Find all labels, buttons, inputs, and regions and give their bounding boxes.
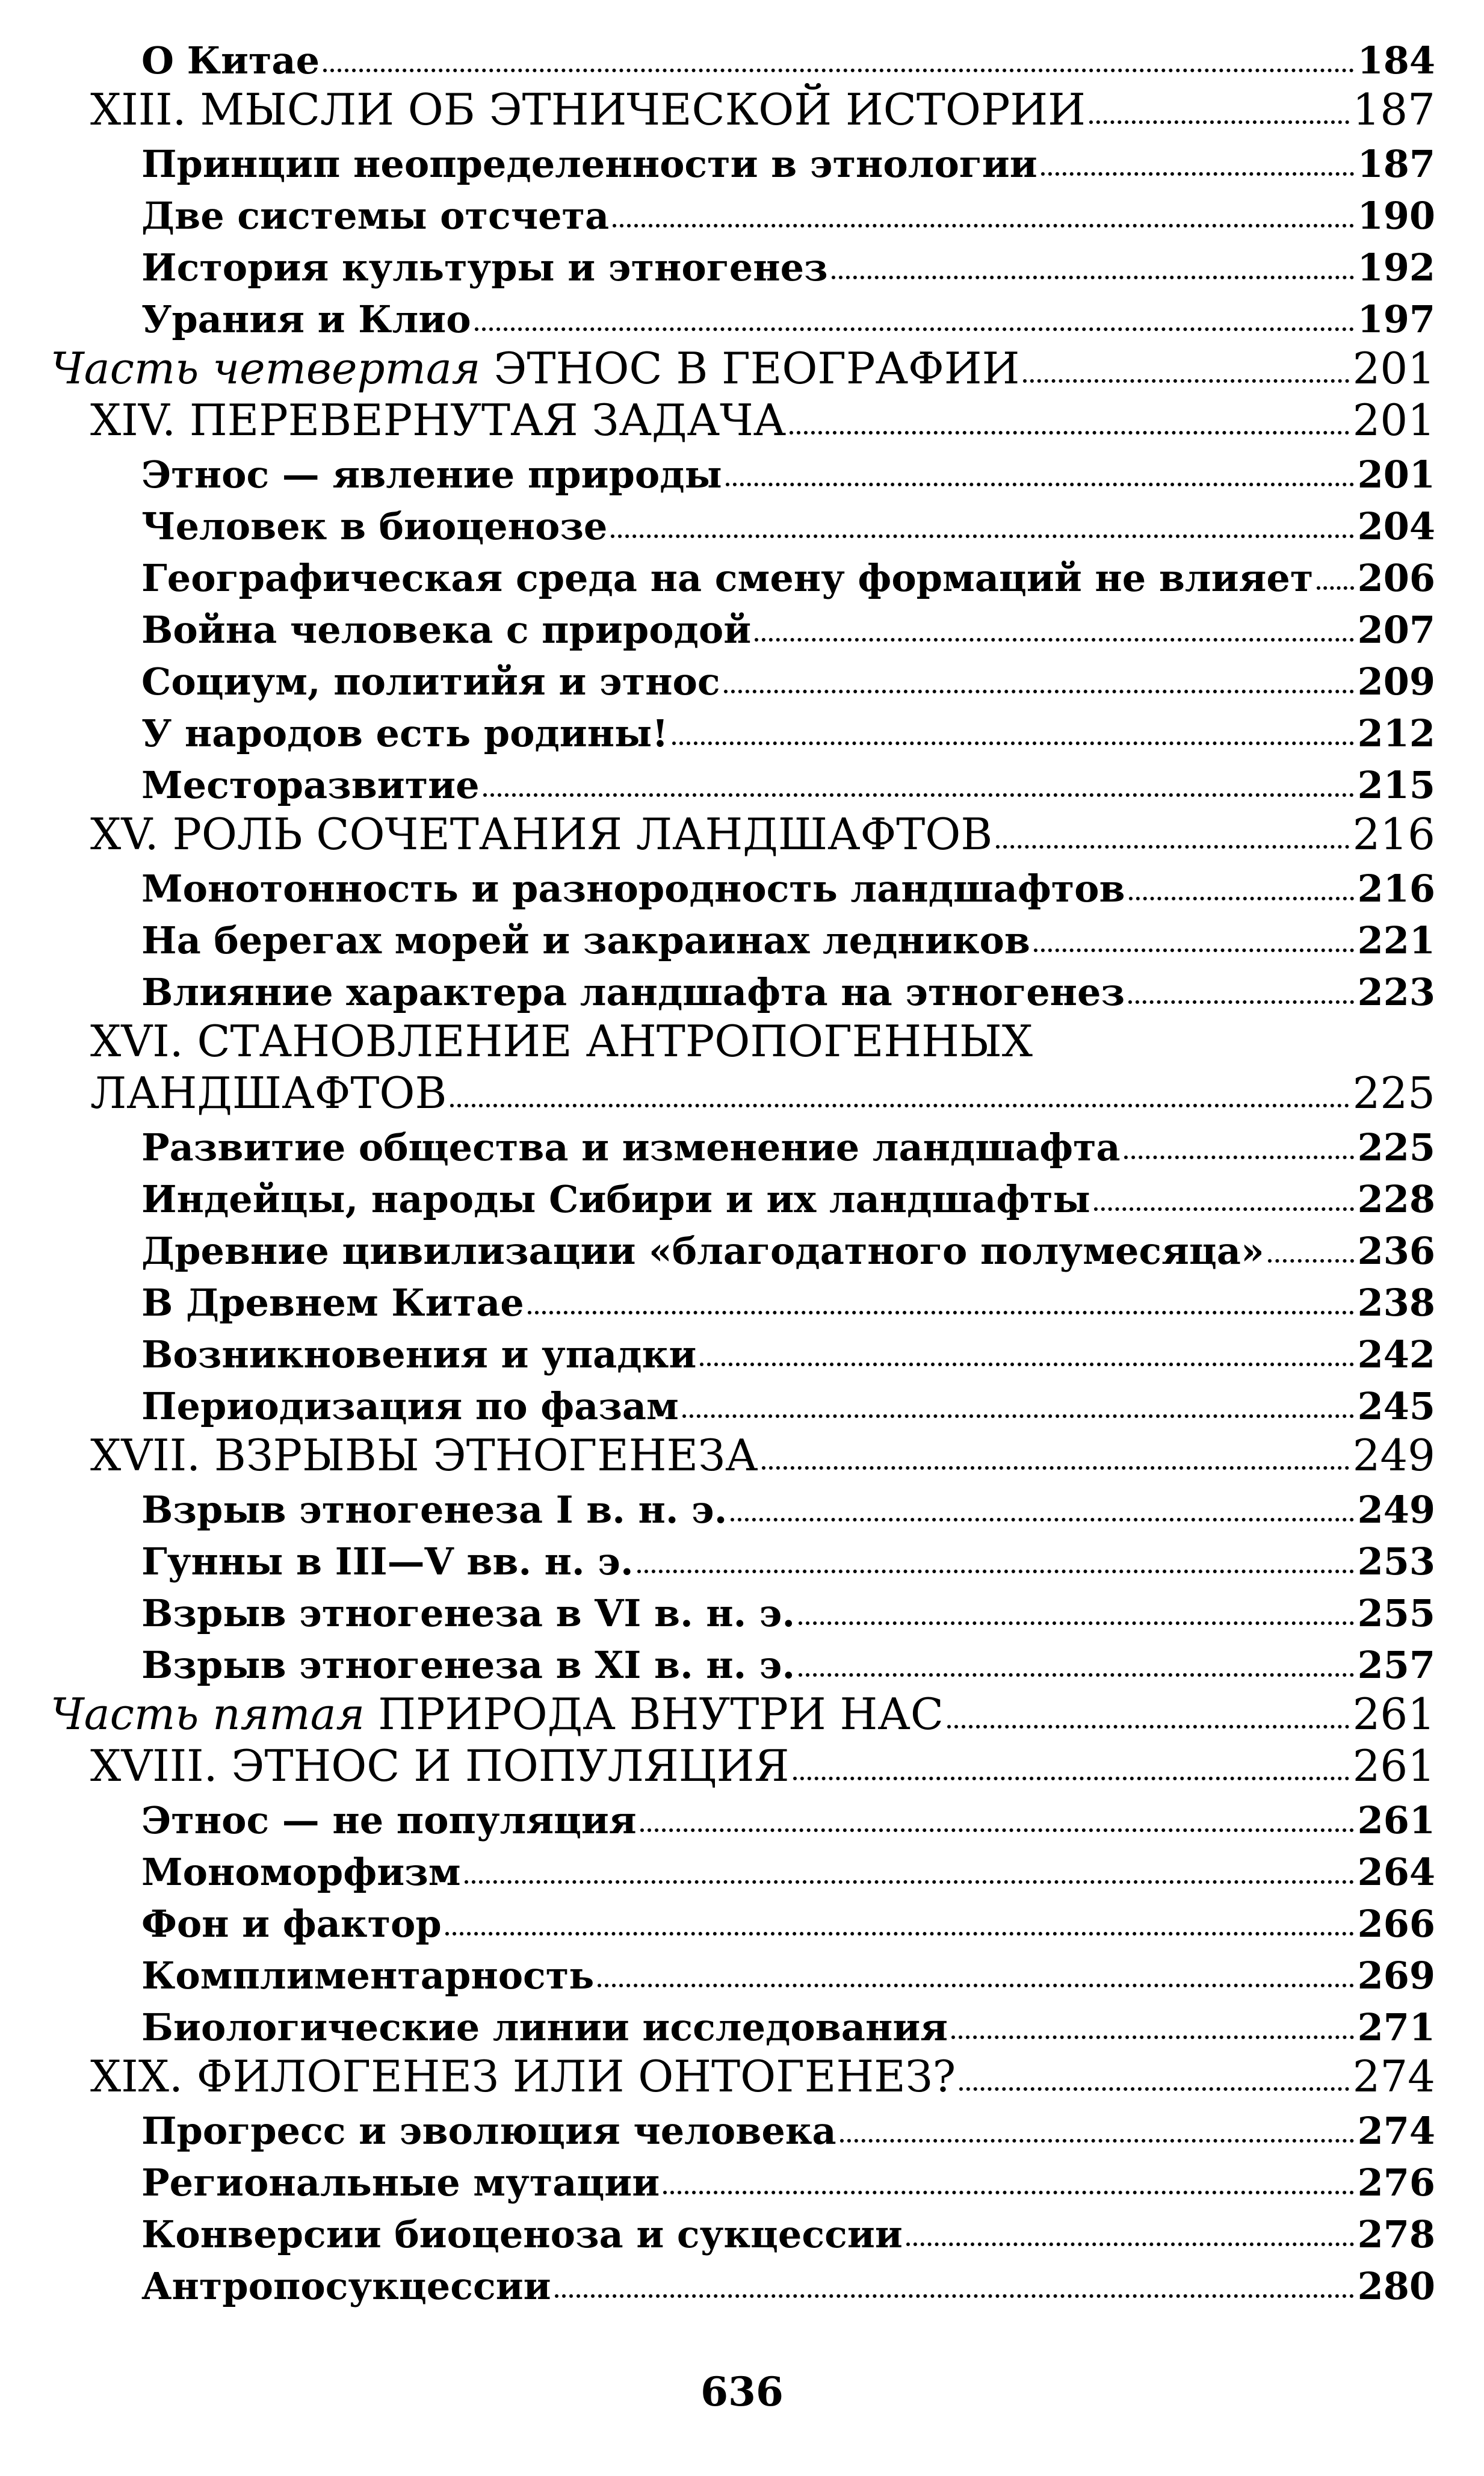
dot-leader bbox=[323, 69, 1354, 72]
toc-entry-text: ЭТНОС В ГЕОГРАФИИ bbox=[493, 343, 1020, 394]
toc-section-entry bbox=[141, 911, 1435, 963]
dot-leader bbox=[793, 1777, 1349, 1780]
toc-entry-text: Влияние характера ландшафта на этногенез bbox=[141, 970, 1125, 1014]
dot-leader bbox=[640, 1828, 1354, 1832]
toc-entry-text: Прогресс и эволюция человека bbox=[141, 2109, 836, 2153]
toc-entry-title bbox=[90, 395, 787, 445]
toc-entry-title bbox=[141, 1488, 728, 1532]
toc-section-entry bbox=[141, 1170, 1435, 1222]
toc-entry-text: На берегах морей и закраинах ледников bbox=[141, 918, 1030, 962]
dot-leader bbox=[663, 2191, 1353, 2194]
toc-section-entry bbox=[141, 601, 1435, 652]
toc-entry-title bbox=[141, 1540, 634, 1583]
dot-leader bbox=[790, 431, 1349, 435]
toc-section-entry bbox=[141, 1636, 1435, 1688]
toc-chapter-entry bbox=[90, 1066, 1435, 1118]
dot-leader bbox=[724, 690, 1354, 693]
dot-leader bbox=[996, 845, 1349, 849]
dot-leader bbox=[611, 534, 1353, 538]
toc-section-entry bbox=[141, 704, 1435, 756]
toc-section-entry bbox=[141, 1584, 1435, 1636]
toc-entry-title bbox=[141, 1954, 595, 1998]
toc-section-entry bbox=[141, 756, 1435, 808]
toc-entry-title bbox=[141, 918, 1030, 962]
toc-entry-title bbox=[90, 809, 993, 859]
toc-page-number: 236 bbox=[1357, 1229, 1435, 1273]
toc-chapter-entry bbox=[90, 394, 1435, 445]
toc-page-number: 249 bbox=[1357, 1488, 1435, 1532]
toc-entry-title bbox=[141, 1902, 442, 1946]
dot-leader bbox=[1094, 1207, 1354, 1211]
toc-page-number: 245 bbox=[1357, 1384, 1435, 1428]
toc-entry-text: Конверсии биоценоза и сукцессии bbox=[141, 2212, 903, 2256]
toc-entry-text: Гунны в III—V вв. н. э. bbox=[141, 1540, 634, 1583]
toc-page-number: 276 bbox=[1357, 2161, 1435, 2205]
toc-part-entry bbox=[51, 342, 1435, 394]
toc-section-entry bbox=[141, 1998, 1435, 2050]
toc-chapter-entry bbox=[90, 1429, 1435, 1481]
toc-section-entry bbox=[141, 135, 1435, 187]
toc-entry-title bbox=[141, 2264, 551, 2308]
toc-entry-text: О Китае bbox=[141, 39, 320, 82]
toc-entry-text: Этнос — не популяция bbox=[141, 1798, 637, 1842]
toc-section-entry bbox=[141, 31, 1435, 83]
toc-entry-text: У народов есть родины! bbox=[141, 711, 669, 755]
toc-entry-text: XIV. ПЕРЕВЕРНУТАЯ ЗАДАЧА bbox=[90, 395, 787, 445]
dot-leader bbox=[613, 224, 1353, 227]
toc-page-number: 266 bbox=[1357, 1902, 1435, 1946]
table-of-contents bbox=[0, 31, 1484, 2309]
dot-leader bbox=[450, 1104, 1349, 1107]
toc-entry-title bbox=[141, 1798, 637, 1842]
toc-section-entry bbox=[141, 1325, 1435, 1377]
toc-entry-text: XVI. СТАНОВЛЕНИЕ АНТРОПОГЕННЫХ bbox=[90, 1016, 1033, 1066]
toc-entry-text: Индейцы, народы Сибири и их ландшафты bbox=[141, 1177, 1090, 1221]
dot-leader bbox=[483, 793, 1354, 797]
dot-leader bbox=[951, 2035, 1353, 2039]
toc-page-number: 187 bbox=[1352, 84, 1435, 135]
toc-entry-title bbox=[141, 660, 720, 704]
dot-leader bbox=[906, 2242, 1354, 2246]
toc-section-entry bbox=[141, 963, 1435, 1015]
toc-entry-text: Две системы отсчета bbox=[141, 194, 610, 238]
toc-page-number: 216 bbox=[1352, 809, 1435, 859]
toc-section-entry bbox=[141, 2257, 1435, 2309]
toc-section-entry bbox=[141, 859, 1435, 911]
dot-leader bbox=[959, 2087, 1349, 2091]
toc-entry-text: Возникновения и упадки bbox=[141, 1332, 697, 1376]
toc-entry-title bbox=[141, 1384, 679, 1428]
toc-section-entry bbox=[141, 187, 1435, 238]
toc-chapter-entry bbox=[90, 1739, 1435, 1791]
page-number: 636 bbox=[700, 2368, 784, 2415]
toc-entry-title bbox=[141, 1229, 1264, 1273]
toc-entry-title bbox=[141, 194, 610, 238]
toc-section-entry bbox=[141, 2102, 1435, 2153]
toc-page-number: 204 bbox=[1357, 504, 1435, 548]
toc-entry-title bbox=[141, 763, 480, 807]
toc-entry-title bbox=[141, 1281, 524, 1325]
toc-section-entry bbox=[141, 497, 1435, 549]
toc-section-entry bbox=[141, 445, 1435, 497]
toc-entry-title bbox=[90, 1741, 790, 1791]
toc-entry-title bbox=[141, 1125, 1121, 1169]
toc-entry-title bbox=[90, 1430, 758, 1481]
toc-page-number: 274 bbox=[1352, 2051, 1435, 2102]
toc-entry-title bbox=[141, 1643, 796, 1687]
toc-page-number: 280 bbox=[1357, 2264, 1435, 2308]
toc-page-number: 225 bbox=[1357, 1125, 1435, 1169]
toc-page-number: 238 bbox=[1357, 1281, 1435, 1325]
dot-leader bbox=[528, 1311, 1354, 1314]
toc-entry-text: Комплиментарность bbox=[141, 1954, 595, 1998]
toc-section-entry bbox=[141, 1481, 1435, 1532]
toc-section-entry bbox=[141, 1274, 1435, 1325]
toc-page-number: 184 bbox=[1357, 39, 1435, 82]
toc-entry-text: Биологические линии исследования bbox=[141, 2005, 948, 2049]
toc-entry-text: Принцип неопределенности в этнологии bbox=[141, 142, 1037, 186]
dot-leader bbox=[555, 2294, 1354, 2298]
toc-entry-text: Периодизация по фазам bbox=[141, 1384, 679, 1428]
toc-entry-text: Географическая среда на смену формаций не влияет bbox=[141, 556, 1314, 600]
dot-leader bbox=[1023, 379, 1349, 383]
toc-page-number: 201 bbox=[1357, 453, 1435, 497]
toc-entry-text: Монотонность и разнородность ландшафтов bbox=[141, 867, 1125, 911]
dot-leader bbox=[799, 1621, 1353, 1625]
dot-leader bbox=[700, 1363, 1353, 1366]
toc-section-entry bbox=[141, 1222, 1435, 1274]
toc-page-number: 223 bbox=[1357, 970, 1435, 1014]
dot-leader bbox=[731, 1518, 1353, 1521]
toc-entry-title bbox=[141, 1591, 796, 1635]
dot-leader bbox=[682, 1414, 1354, 1418]
toc-entry-text: XIX. ФИЛОГЕНЕЗ ИЛИ ОНТОГЕНЕЗ? bbox=[90, 2051, 956, 2102]
toc-page-number: 212 bbox=[1357, 711, 1435, 755]
toc-entry-title bbox=[141, 1177, 1090, 1221]
toc-entry-text: Древние цивилизации «благодатного полумесяца» bbox=[141, 1229, 1264, 1273]
toc-page-number: 242 bbox=[1357, 1332, 1435, 1376]
toc-chapter-entry bbox=[90, 808, 1435, 859]
toc-entry-text: Этнос — явление природы bbox=[141, 453, 722, 497]
toc-part-label: Часть пятая bbox=[51, 1689, 365, 1739]
toc-entry-title bbox=[141, 39, 320, 82]
toc-section-entry bbox=[141, 1946, 1435, 1998]
dot-leader bbox=[1268, 1259, 1354, 1263]
toc-entry-text: ЛАНДШАФТОВ bbox=[90, 1068, 447, 1118]
toc-section-entry bbox=[141, 1791, 1435, 1843]
toc-entry-text: В Древнем Китае bbox=[141, 1281, 524, 1325]
toc-page-number: 206 bbox=[1357, 556, 1435, 600]
toc-entry-text: Мономорфизм bbox=[141, 1850, 461, 1894]
toc-page-number: 249 bbox=[1352, 1430, 1435, 1481]
dot-leader bbox=[762, 1466, 1349, 1470]
toc-entry-text: Взрыв этногенеза в XI в. н. э. bbox=[141, 1643, 796, 1687]
toc-entry-title bbox=[90, 1016, 1033, 1066]
toc-entry-text: Война человека с природой bbox=[141, 608, 752, 652]
toc-page-number: 255 bbox=[1357, 1591, 1435, 1635]
toc-entry-text: XIII. МЫСЛИ ОБ ЭТНИЧЕСКОЙ ИСТОРИИ bbox=[90, 84, 1086, 135]
dot-leader bbox=[637, 1570, 1354, 1573]
toc-part-label: Часть четвертая bbox=[51, 343, 481, 394]
toc-entry-text: Развитие общества и изменение ландшафта bbox=[141, 1125, 1121, 1169]
toc-page-number: 221 bbox=[1357, 918, 1435, 962]
toc-entry-title bbox=[90, 84, 1086, 135]
dot-leader bbox=[726, 483, 1354, 486]
toc-page-number: 261 bbox=[1352, 1689, 1435, 1739]
toc-entry-title bbox=[141, 711, 669, 755]
toc-chapter-entry bbox=[90, 1015, 1435, 1066]
toc-page-number: 197 bbox=[1357, 297, 1435, 341]
toc-chapter-entry bbox=[90, 2050, 1435, 2102]
toc-entry-title bbox=[141, 453, 722, 497]
toc-page-number: 201 bbox=[1352, 395, 1435, 445]
dot-leader bbox=[465, 1880, 1354, 1884]
toc-page-number: 192 bbox=[1357, 246, 1435, 289]
toc-page-number: 261 bbox=[1352, 1741, 1435, 1791]
dot-leader bbox=[1041, 172, 1354, 176]
toc-page-number: 190 bbox=[1357, 194, 1435, 238]
dot-leader bbox=[947, 1725, 1349, 1729]
toc-page-number: 209 bbox=[1357, 660, 1435, 704]
toc-entry-title bbox=[141, 1850, 461, 1894]
dot-leader bbox=[755, 638, 1353, 642]
dot-leader bbox=[672, 741, 1354, 745]
toc-entry-title bbox=[141, 1332, 697, 1376]
toc-entry-text: Социум, политийя и этнос bbox=[141, 660, 720, 704]
dot-leader bbox=[832, 276, 1354, 279]
toc-entry-title bbox=[51, 343, 1020, 394]
toc-entry-title bbox=[51, 1689, 944, 1739]
dot-leader bbox=[1089, 120, 1349, 124]
toc-entry-title bbox=[141, 867, 1125, 911]
toc-entry-title bbox=[141, 142, 1037, 186]
toc-page-number: 261 bbox=[1357, 1798, 1435, 1842]
toc-entry-text: Взрыв этногенеза в VI в. н. э. bbox=[141, 1591, 796, 1635]
toc-entry-text: Антропосукцессии bbox=[141, 2264, 551, 2308]
dot-leader bbox=[1124, 1156, 1354, 1159]
toc-page-number: 271 bbox=[1357, 2005, 1435, 2049]
dot-leader bbox=[1034, 949, 1354, 952]
toc-entry-text: XV. РОЛЬ СОЧЕТАНИЯ ЛАНДШАФТОВ bbox=[90, 809, 993, 859]
toc-section-entry bbox=[141, 238, 1435, 290]
toc-entry-title bbox=[141, 2005, 948, 2049]
toc-section-entry bbox=[141, 1118, 1435, 1170]
toc-page-number: 257 bbox=[1357, 1643, 1435, 1687]
toc-entry-text: Месторазвитие bbox=[141, 763, 480, 807]
toc-entry-title bbox=[141, 2212, 903, 2256]
toc-page-number: 215 bbox=[1357, 763, 1435, 807]
toc-section-entry bbox=[141, 1843, 1435, 1895]
toc-page-number: 274 bbox=[1357, 2109, 1435, 2153]
toc-entry-text: Фон и фактор bbox=[141, 1902, 442, 1946]
toc-entry-text: Взрыв этногенеза I в. н. э. bbox=[141, 1488, 728, 1532]
toc-entry-title bbox=[90, 1068, 447, 1118]
toc-page-number: 187 bbox=[1357, 142, 1435, 186]
toc-page-number: 225 bbox=[1352, 1068, 1435, 1118]
toc-part-entry bbox=[51, 1688, 1435, 1739]
toc-page-number: 253 bbox=[1357, 1540, 1435, 1583]
toc-entry-text: XVII. ВЗРЫВЫ ЭТНОГЕНЕЗА bbox=[90, 1430, 758, 1481]
toc-entry-title bbox=[141, 608, 752, 652]
toc-entry-title bbox=[141, 970, 1125, 1014]
dot-leader bbox=[840, 2139, 1354, 2143]
toc-page-number: 207 bbox=[1357, 608, 1435, 652]
toc-page-number: 264 bbox=[1357, 1850, 1435, 1894]
toc-entry-title bbox=[141, 504, 608, 548]
dot-leader bbox=[598, 1984, 1353, 1987]
toc-entry-text: Человек в биоценозе bbox=[141, 504, 608, 548]
dot-leader bbox=[1129, 897, 1354, 900]
dot-leader bbox=[445, 1932, 1354, 1936]
toc-section-entry bbox=[141, 2153, 1435, 2205]
toc-entry-title bbox=[141, 246, 828, 289]
toc-entry-text: История культуры и этногенез bbox=[141, 246, 828, 289]
toc-section-entry bbox=[141, 549, 1435, 601]
toc-entry-title bbox=[141, 2161, 660, 2205]
toc-section-entry bbox=[141, 652, 1435, 704]
toc-section-entry bbox=[141, 1895, 1435, 1946]
dot-leader bbox=[475, 327, 1354, 331]
toc-section-entry bbox=[141, 2205, 1435, 2257]
toc-entry-text: Урания и Клио bbox=[141, 297, 471, 341]
toc-entry-title bbox=[141, 297, 471, 341]
dot-leader bbox=[1317, 586, 1353, 590]
toc-section-entry bbox=[141, 290, 1435, 342]
toc-entry-title bbox=[141, 556, 1314, 600]
toc-chapter-entry bbox=[90, 83, 1435, 135]
toc-page-number: 278 bbox=[1357, 2212, 1435, 2256]
toc-page-number: 216 bbox=[1357, 867, 1435, 911]
toc-section-entry bbox=[141, 1532, 1435, 1584]
toc-entry-text: Региональные мутации bbox=[141, 2161, 660, 2205]
toc-entry-text: ПРИРОДА ВНУТРИ НАС bbox=[378, 1689, 944, 1739]
toc-page-number: 201 bbox=[1352, 343, 1435, 394]
toc-entry-text: XVIII. ЭТНОС И ПОПУЛЯЦИЯ bbox=[90, 1741, 790, 1791]
dot-leader bbox=[1128, 1000, 1354, 1004]
toc-page-number: 228 bbox=[1357, 1177, 1435, 1221]
dot-leader bbox=[799, 1673, 1353, 1677]
toc-entry-title bbox=[141, 2109, 836, 2153]
toc-section-entry bbox=[141, 1377, 1435, 1429]
toc-page-number: 269 bbox=[1357, 1954, 1435, 1998]
toc-entry-title bbox=[90, 2051, 956, 2102]
